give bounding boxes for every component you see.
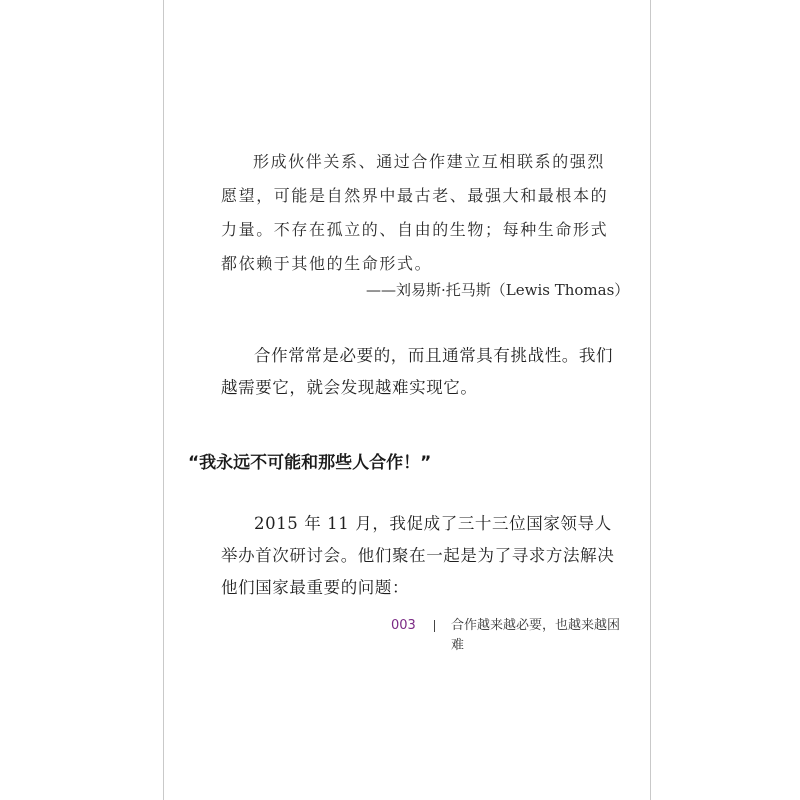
page-footer <box>391 616 631 653</box>
epigraph-attribution: ——刘易斯·托马斯（Lewis Thomas） <box>366 281 630 299</box>
epigraph-quote <box>221 145 621 281</box>
footer-separator <box>434 620 435 632</box>
intro-paragraph <box>221 340 625 404</box>
epigraph-text: 形成伙伴关系、通过合作建立互相联系的强烈愿望，可能是自然界中最古老、最强大和最根本的力量。不存在孤立的、自由的生物；每种生命形式都依赖于其他的生命形式。 <box>221 152 609 273</box>
page-number: 003 <box>391 618 416 633</box>
section-heading: “我永远不可能和那些人合作！” <box>188 453 432 473</box>
section-paragraph <box>221 508 625 604</box>
paragraph-text: 2015 年 11 月，我促成了三十三位国家领导人举办首次研讨会。他们聚在一起是为了寻求方法解决他们国家最重要的问题： <box>221 514 615 597</box>
paragraph-text: 合作常常是必要的，而且通常具有挑战性。我们越需要它，就会发现越难实现它。 <box>221 346 614 397</box>
chapter-title: 合作越来越必要，也越来越困难 <box>451 618 621 653</box>
